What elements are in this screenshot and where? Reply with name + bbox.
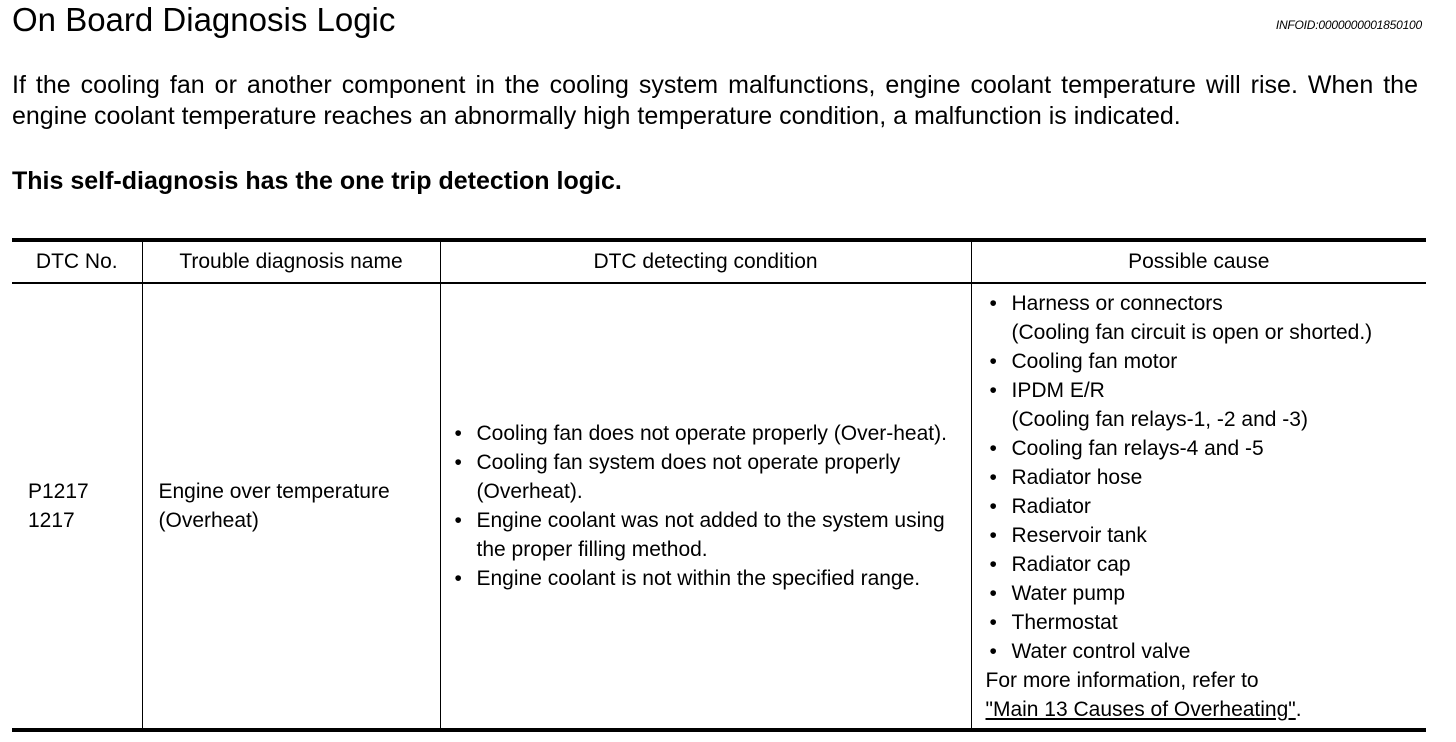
list-item: • Reservoir tank [986,521,1421,550]
cell-diagnosis-name [142,283,440,730]
condition-list [451,419,961,593]
dtc-code: P1217 [28,480,89,503]
cause-subtext: (Cooling fan circuit is open or shorted.) [1011,320,1373,344]
diagnosis-name-sub: (Overheat) [158,509,259,532]
cell-detecting-condition [440,283,971,730]
list-item: • Cooling fan does not operate properly (Over-heat). [451,419,961,448]
list-item [986,376,1421,434]
overheating-causes-link[interactable]: "Main 13 Causes of Overheating" [985,697,1296,721]
header-diagnosis-name: Trouble diagnosis name [142,240,440,283]
header-dtc-no: DTC No. [35,250,118,273]
header-detecting-condition: DTC detecting condition [440,240,971,283]
list-item: • Engine coolant was not added to the system using the proper filling method. [451,506,961,564]
list-item: • Water control valve [986,637,1421,666]
cause-list [986,289,1421,666]
intro-bold-note: This self-diagnosis has the one trip detection logic. [12,167,622,195]
table-header-row [12,240,1426,283]
header-possible-cause: Possible cause [971,240,1426,283]
intro-paragraph: If the cooling fan or another component in the cooling system malfunctions, engine coolant temperature will rise. When the engine coolant temperature reaches an abnormally high temperature condition, a malfunction is indicated. [12,71,1418,130]
table-row [12,283,1426,730]
list-item [986,289,1421,347]
cause-text: IPDM E/R [1011,378,1105,402]
cell-possible-cause [971,283,1426,730]
list-item: • Radiator cap [986,550,1421,579]
list-item: • Radiator [986,492,1421,521]
dtc-table [12,238,1426,732]
list-item: • Cooling fan system does not operate properly (Overheat). [451,448,961,506]
more-info-ref [986,695,1421,724]
diagnosis-name: Engine over temperature [158,480,390,503]
list-item: • Thermostat [986,608,1421,637]
list-item: • Engine coolant is not within the specified range. [451,564,961,593]
ref-period: . [1295,697,1302,721]
cell-dtc-no [12,283,142,730]
list-item: • Radiator hose [986,463,1421,492]
list-item: • Cooling fan motor [986,347,1421,376]
info-id: INFOID:0000000001850100 [1275,18,1422,32]
list-item: • Water pump [986,579,1421,608]
list-item: • Cooling fan relays-4 and -5 [986,434,1421,463]
dtc-code-alt: 1217 [28,509,75,532]
page-title: On Board Diagnosis Logic [12,1,396,38]
more-info-text: For more information, refer to [985,668,1259,692]
cause-subtext: (Cooling fan relays-1, -2 and -3) [1011,407,1308,431]
cause-text: Harness or connectors [1011,291,1223,315]
